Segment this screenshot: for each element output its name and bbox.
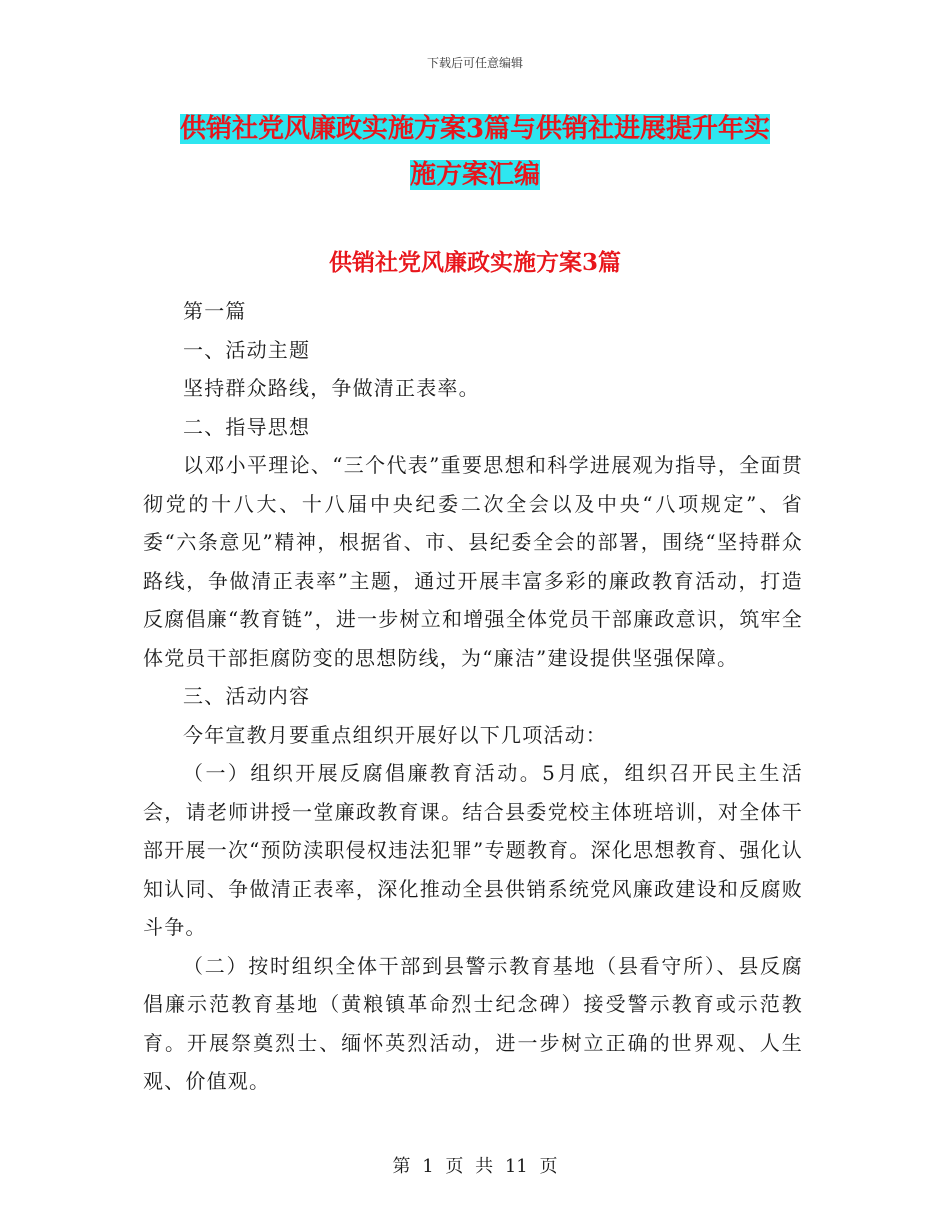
body-text xyxy=(143,292,803,1101)
paragraph: （一）组织开展反腐倡廉教育活动。5月底，组织召开民主生活会，请老师讲授一堂廉政教育课。结合县委党校主体班培训，对全体干部开展一次“预防渎职侵权违法犯罪”专题教育。深化思想教育、强化认知认同、争做清正表率，深化推动全县供销系统党风廉政建设和反腐败斗争。 xyxy=(143,761,803,939)
paragraph: 第一篇 xyxy=(183,299,247,323)
paragraph: 今年宣教月要重点组织开展好以下几项活动： xyxy=(183,722,607,747)
paragraph: （二）按时组织全体干部到县警示教育基地（县看守所）、县反腐倡廉示范教育基地（黄粮镇革命烈士纪念碑）接受警示教育或示范教育。开展祭奠烈士、缅怀英烈活动，进一步树立正确的世界观、人生观、价值观。 xyxy=(143,953,803,1093)
document-title xyxy=(140,106,810,198)
section-title: 供销社党风廉政实施方案3篇 xyxy=(328,249,621,276)
paragraph: 坚持群众路线，争做清正表率。 xyxy=(183,376,480,400)
document-title-line1: 供销社党风廉政实施方案3篇与供销社进展提升年实 xyxy=(179,114,771,144)
page-number-footer: 第 1 页 共 11 页 xyxy=(392,1156,558,1177)
paragraph: 三、活动内容 xyxy=(183,684,311,708)
document-title-line2: 施方案汇编 xyxy=(409,160,540,190)
paragraph: 以邓小平理论、“三个代表”重要思想和科学进展观为指导，全面贯彻党的十八大、十八届中央纪委二次全会以及中央“八项规定”、省委“六条意见”精神，根据省、市、县纪委全会的部署，围绕“坚持群众路线，争做清正表率”主题，通过开展丰富多彩的廉政教育活动，打造反腐倡廉“教育链”，进一步树立和增强全体党员干部廉政意识，筑牢全体党员干部拒腐防变的思想防线，为“廉洁”建设提供坚强保障。 xyxy=(143,453,803,670)
header-note: 下载后可任意编辑 xyxy=(426,56,523,70)
paragraph: 二、指导思想 xyxy=(183,414,311,439)
paragraph: 一、活动主题 xyxy=(183,337,311,362)
